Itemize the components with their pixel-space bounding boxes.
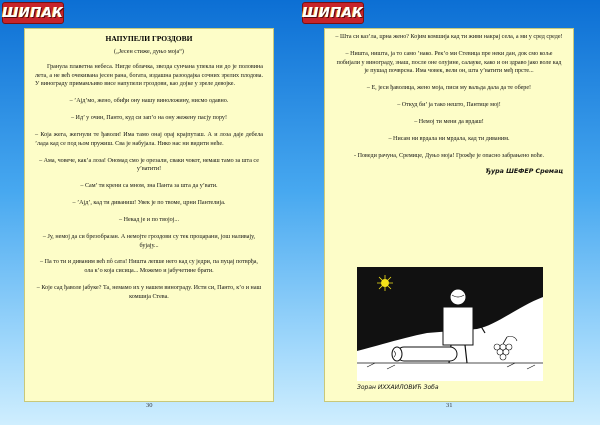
paragraph: – Па то ти и диваним већ пô сата! Ништа лепше него кад су једри, па пуцај потврђа, ола к’о која сисица... Можемо и јабучетине брати. bbox=[40, 259, 258, 275]
paragraph: – Сам’ ти крени са мном, зна Панта за шта да у’вати. bbox=[80, 183, 218, 190]
paragraph: – Које сад ђаволе јабуке? Та, немамо их у нашем винограду. Исти си, Панто, к’о и наш комшија Стева. bbox=[36, 285, 262, 300]
page-number: 31 bbox=[446, 402, 453, 409]
left-page bbox=[24, 28, 274, 402]
cartoon-illustration bbox=[357, 267, 543, 381]
story-subtitle: („Јесен стиже, дуњо моја“) bbox=[114, 49, 184, 55]
illustration-credit: Зоран ИХХАИЛОВИЋ Зоба bbox=[357, 384, 439, 391]
right-page bbox=[324, 28, 574, 402]
paragraph: – Некад је и по твојој... bbox=[119, 216, 179, 223]
brand-logo bbox=[302, 2, 364, 24]
paragraph: Гранула плаветна небеса. Нигде облачка, звезда сунчана упекла ни до је половина лета, а не већ очекивана јесен рана, богата, издашна разоодајка сочних зрелих плодова. У винограду примамљиво висе напупели гроздови, као дојке у зреле девојке. bbox=[35, 63, 263, 88]
paragraph: – ’Ајд’мо, жено, обиђи ону нашу виноложину, нисмо одавно. bbox=[69, 98, 229, 105]
paragraph: – Ништа, ништа, ја то само ’нако. Рек’о ми Стевица пре неки дан, док смо коље побијали у винограду, знаш, после оне олујине, салауке, како и он здраво јако воле кад је пушад почврсна. Има човек, вели он, шта у’ватити међ прсте... bbox=[336, 50, 562, 75]
logo-text: ШИПАК bbox=[302, 5, 364, 21]
paragraph: – Ид’ у очин, Панто, куд си зап’о на ону жежену пасју пору! bbox=[70, 115, 227, 122]
brand-logo bbox=[2, 2, 64, 24]
paragraph: – Шта си каз’ла, црна жено? Којим комшија кад ти живи накрај села, а ми у сред среде! bbox=[335, 34, 563, 40]
paragraph: – Е, јеси ђаволица, жено моја, писи му вальда дала да те обере! bbox=[366, 85, 532, 92]
paragraph: – Откуд би’ ја тако нешто, Пантице мој! bbox=[397, 102, 501, 109]
author-signature: Ђура ШЕФЕР Сремац bbox=[485, 168, 563, 176]
paragraph: – Ама, човече, как’а лоза! Ономад смо је орезали, сваки чокот, немаш тамо за шта се у’ватити! bbox=[39, 157, 259, 173]
paragraph: – ’Ајд’, кад ти диваниш! Увек је по твоме, црни Пантелија. bbox=[72, 200, 226, 207]
paragraph: – Нисам ни врдала ни мрдала, кад ти диваним. bbox=[388, 135, 510, 142]
paragraph: - Поведи рачуна, Сремице, Дуњо моја! Грожђе је опасно забрањено воће. bbox=[354, 152, 544, 159]
paragraph: – Која жега, жегнули те ђаволи! Има тамо онај орај крајпуташ. А и лоза даје дебела ’лада кад се под њом пружиш. Сва је набујала. Нико нас ни видити неће. bbox=[35, 131, 263, 147]
paragraph: – Немој ти мени да врдаш! bbox=[414, 118, 484, 125]
logo-text: ШИПАК bbox=[2, 5, 64, 21]
page-number: 30 bbox=[146, 402, 153, 409]
story-title: НАПУПЕЛИ ГРОЗДОВИ bbox=[105, 34, 193, 43]
paragraph: – Ју, немој да си брезобразан. А немојте гроздови су тек процарани, још наливају, бујају... bbox=[42, 233, 256, 249]
